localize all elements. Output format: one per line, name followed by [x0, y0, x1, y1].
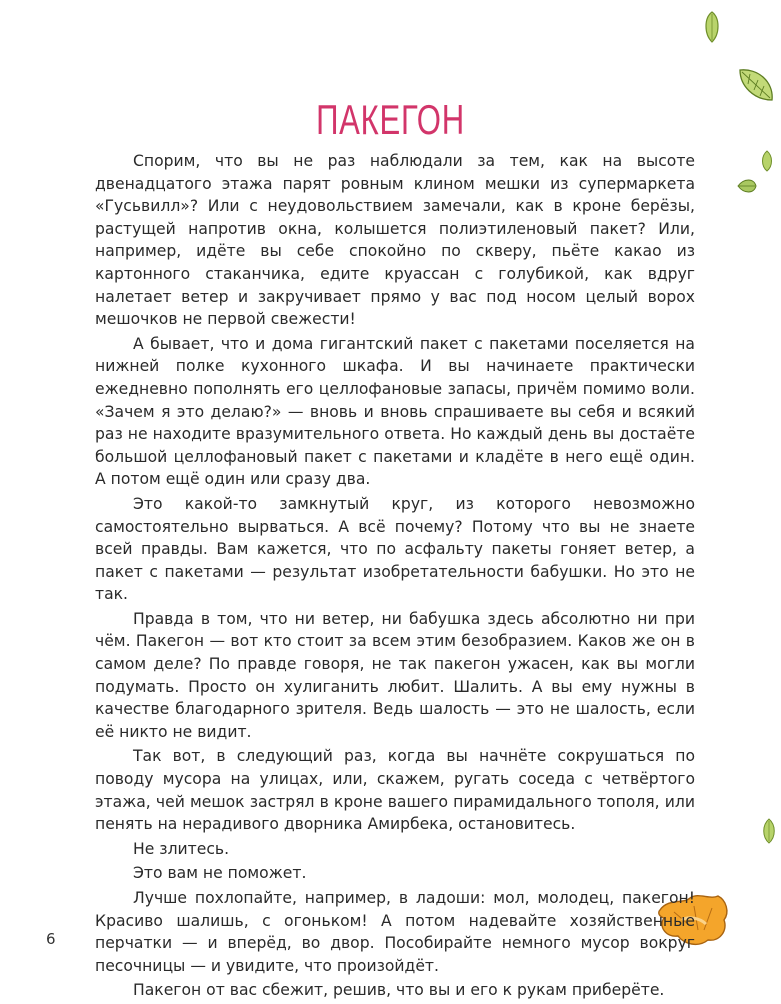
page-number: 6	[46, 930, 56, 948]
paragraph: Это какой-то замкнутый круг, из которого невозможно самостоятельно вырваться. А всё почему? Потому что вы не знаете всей правды. Вам кажется, что по асфальту пакеты гоняет ветер, а пакет с пакетами — результат изобретательности бабушки. Но это не так.	[95, 494, 695, 604]
paragraph: Лучше похлопайте, например, в ладоши: мол, молодец, пакегон! Красиво шалишь, с огоньком! А потом надевайте хозяйственные перчатки — и вперёд, во двор. Пособирайте немного мусор вокруг песочницы — и увидите, что произойдёт.	[95, 889, 695, 975]
leaf-icon	[760, 818, 778, 844]
paragraph: Это вам не поможет.	[133, 864, 307, 883]
leaf-icon	[736, 176, 758, 196]
paragraph: А бывает, что и дома гигантский пакет с пакетами поселяется на нижней полке кухонного шкафа. И вы начинаете практически ежедневно пополнять его целлофановые запасы, причём помимо воли. «Зачем я это делаю?» — вновь и вновь спрашиваете вы себя и всякий раз не находите вразумительного ответа. Но каждый день вы достаёте большой целлофановый пакет с пакетами и кладёте в него ещё один. А потом ещё один или сразу два.	[95, 334, 695, 489]
body-text	[95, 150, 695, 1004]
leaf-icon	[700, 10, 724, 44]
paragraph: Правда в том, что ни ветер, ни бабушка здесь абсолютно ни при чём. Пакегон — вот кто стоит за всем этим безобразием. Каков же он в самом деле? По правде говоря, не так пакегон ужасен, как вы могли подумать. Просто он хулиганить любит. Шалить. А вы ему нужны в качестве благодарного зрителя. Ведь шалость — это не шалость, если её никто не видит.	[95, 609, 695, 741]
paragraph: Спорим, что вы не раз наблюдали за тем, как на высоте двенадцатого этажа парят ровным клином мешки из супермаркета «Гусьвилл»? Или с неудовольствием замечали, как в кроне берёзы, растущей напротив окна, колышется полиэтиленовый пакет? Или, например, идёте вы себе спокойно по скверу, пьёте какао из картонного стаканчика, едите круассан с голубикой, как вдруг налетает ветер и закручивает прямо у вас под носом целый ворох мешочков не первой свежести!	[95, 152, 695, 329]
paragraph: Так вот, в следующий раз, когда вы начнёте сокрушаться по поводу мусора на улицах, или, скажем, ругать соседа с четвёртого этажа, чей мешок застрял в кроне вашего пирамидального тополя, или пенять на нерадивого дворника Амирбека, остановитесь.	[95, 747, 695, 834]
leaf-icon	[760, 150, 774, 172]
paragraph: Пакегон от вас сбежит, решив, что вы и его к рукам приберёте.	[133, 981, 665, 1000]
paragraph: Не злитесь.	[133, 839, 230, 858]
leaf-icon	[736, 64, 778, 106]
page-title: ПАКЕГОН	[316, 96, 465, 143]
